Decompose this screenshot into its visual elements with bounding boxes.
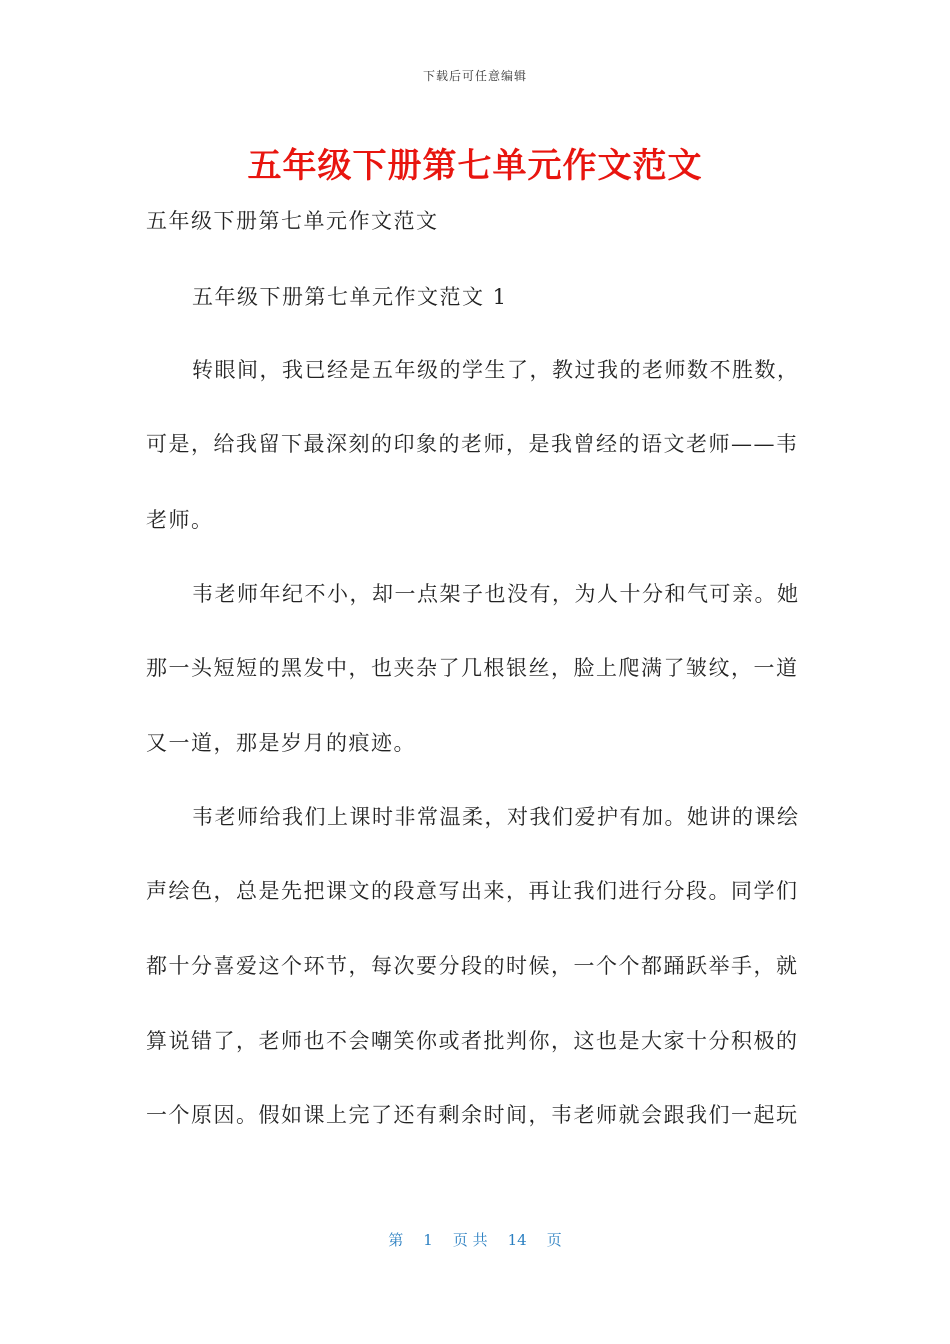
header-note: 下载后可任意编辑 [422, 69, 527, 83]
footer-prefix: 第 [388, 1231, 404, 1249]
paragraph-line: 声绘色，总是先把课文的段意写出来，再让我们进行分段。同学们 [146, 879, 799, 903]
paragraph-line: 都十分喜爱这个环节，每次要分段的时候，一个个都踊跃举手，就 [146, 954, 799, 978]
document-title: 五年级下册第七单元作文范文 [247, 146, 703, 186]
paragraph-line: 又一道，那是岁月的痕迹。 [146, 731, 416, 755]
paragraph-line: 一个原因。假如课上完了还有剩余时间，韦老师就会跟我们一起玩 [146, 1103, 799, 1127]
paragraph-line: 那一头短短的黑发中，也夹杂了几根银丝，脸上爬满了皱纹，一道 [146, 656, 799, 680]
footer-suffix: 页 [546, 1231, 562, 1249]
document-subtitle: 五年级下册第七单元作文范文 [146, 209, 439, 233]
footer-page-number: 1 [423, 1231, 433, 1249]
page-footer [0, 1229, 950, 1250]
paragraph-line: 算说错了，老师也不会嘲笑你或者批判你，这也是大家十分积极的 [146, 1029, 799, 1053]
footer-total-pages: 14 [507, 1231, 527, 1249]
paragraph-line: 韦老师年纪不小，却一点架子也没有，为人十分和气可亲。她 [192, 582, 800, 606]
paragraph-line: 韦老师给我们上课时非常温柔，对我们爱护有加。她讲的课绘 [192, 805, 800, 829]
paragraph-line: 可是，给我留下最深刻的印象的老师，是我曾经的语文老师——韦 [146, 432, 799, 456]
paragraph-line: 转眼间，我已经是五年级的学生了，教过我的老师数不胜数， [192, 358, 800, 382]
footer-middle: 页 共 [452, 1231, 488, 1249]
section-heading: 五年级下册第七单元作文范文 1 [192, 285, 508, 309]
paragraph-line: 老师。 [146, 508, 214, 532]
